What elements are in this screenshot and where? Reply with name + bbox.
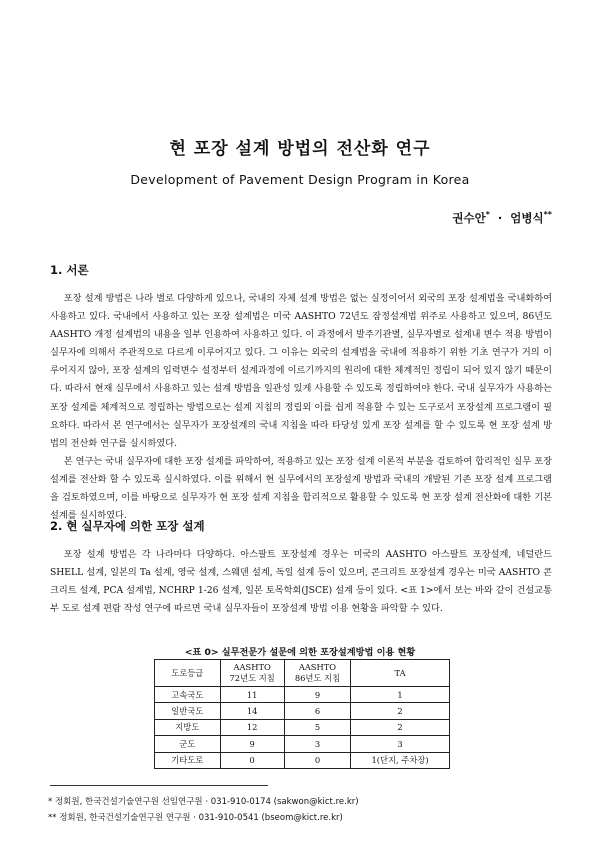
paper-title-english: Development of Pavement Design Program in Korea [130, 172, 470, 187]
col-ta: TA [351, 660, 450, 687]
footnote-1: * 정회원, 한국건설기술연구원 선임연구원 · 031-910-0174 (sakwon@kict.re.kr) [48, 797, 359, 807]
cell-ta: 1 [351, 687, 450, 703]
paper-title-korean: 현 포장 설계 방법의 전산화 연구 [169, 139, 431, 159]
section-2-heading: 2. 현 실무자에 의한 포장 설계 [50, 519, 205, 533]
col-road-grade: 도로등급 [155, 660, 221, 687]
col-aashto-86: AASHTO 86년도 지침 [284, 660, 350, 687]
cell-a86: 9 [284, 687, 350, 703]
cell-a72: 12 [220, 719, 284, 735]
cell-road: 일반국도 [155, 703, 221, 719]
section-2-body [50, 546, 552, 618]
author-1: 권수안 [452, 211, 486, 225]
cell-a86: 3 [284, 736, 350, 752]
pavement-method-table [154, 659, 450, 769]
section-1-paragraph-2: 본 연구는 국내 실무자에 대한 포장 설계를 파악하여, 적용하고 있는 포장 설계 이론적 부분을 검토하여 합리적인 실무 포장 설계를 전산화 할 수 있도록 실시하였다. 이를 위해서 현 실무에서의 포장설계 방법과 국내의 개발된 기존 포장 설계 프로그램을 검토하였으며, 이를 바탕으로 실무자가 현 포장 설계 지침을 합리적으로 활용할 수 있도록 현 포장 설계 전산화에 대한 기본 설계를 실시하였다. [50, 455, 552, 522]
cell-a86: 6 [284, 703, 350, 719]
author-2-mark: ** [543, 210, 552, 220]
table-row [155, 687, 450, 703]
cell-road: 고속국도 [155, 687, 221, 703]
section-1-body [50, 290, 552, 525]
col-aashto-72: AASHTO 72년도 지침 [220, 660, 284, 687]
cell-a86: 0 [284, 752, 350, 768]
cell-a72: 9 [220, 736, 284, 752]
section-1-paragraph-1: 포장 설계 방법은 나라 별로 다양하게 있으나, 국내의 자체 설계 방법은 없는 실정이어서 외국의 포장 설계법을 국내화하여 사용하고 있다. 국내에서 사용하고 있는 포장 설계법은 미국 AASHTO 72년도 잠정설계법 위주로 사용하고 있으며, 86년도 AASHTO 개정 설계법의 내용을 일부 인용하여 사용하고 있다. 이 과정에서 발주기관별, 실무자별로 설계내 변수 적용 방법이 실무자에 의해서 주관적으로 다르게 이루어지고 있다. 그 이유는 외국의 설계법을 국내에 적용하기 위한 기초 연구가 거의 이루어지지 않아, 포장 설계의 입력변수 설정부터 설계과정에 이르기까지의 원리에 대한 체계적인 정립이 되어 있지 않기 때문이다. 따라서 현재 실무에서 사용하고 있는 설계 방법을 일관성 있게 사용할 수 있도록 정립하여야 한다. 국내 실무자가 사용하는 포장 설계를 체계적으로 정립하는 방법으로는 설계 지침의 정립외 이를 쉽게 적용할 수 있는 도구로서 포장설계 프로그램이 필요하다. 따라서 본 연구에서는 실무자가 포장설계의 국내 지침을 따라 타당성 있게 포장 설계를 할 수 있도록 현 포장 설계 방법의 전산화 연구를 실시하였다. [50, 293, 552, 449]
table-row [155, 719, 450, 735]
table-row [155, 752, 450, 768]
table-header-row [155, 660, 450, 687]
section-1-heading: 1. 서론 [50, 263, 89, 277]
table-caption: <표 0> 실무전문가 설문에 의한 포장설계방법 이용 현황 [184, 647, 416, 658]
cell-a72: 0 [220, 752, 284, 768]
author-2: 엄병식 [510, 211, 544, 225]
cell-ta: 3 [351, 736, 450, 752]
cell-ta: 2 [351, 703, 450, 719]
cell-a72: 11 [220, 687, 284, 703]
footnote-2: ** 정회원, 한국건설기술연구원 연구원 · 031-910-0541 (bseom@kict.re.kr) [48, 813, 343, 823]
author-1-mark: * [485, 210, 490, 220]
cell-ta: 1(단지, 주차장) [351, 752, 450, 768]
author-line [452, 210, 552, 226]
cell-a86: 5 [284, 719, 350, 735]
cell-road: 군도 [155, 736, 221, 752]
footnote-divider [50, 785, 268, 786]
table-row [155, 736, 450, 752]
table-row [155, 703, 450, 719]
cell-road: 지방도 [155, 719, 221, 735]
author-separator: · [497, 211, 503, 225]
cell-road: 기타도로 [155, 752, 221, 768]
section-2-paragraph-1: 포장 설계 방법은 각 나라마다 다양하다. 아스팔트 포장설계 경우는 미국의 AASHTO 아스팔트 포장설계, 네덜란드 SHELL 설계, 일본의 Ta 설계, 영국 설계, 스웨덴 설계, 독일 설계 등이 있으며, 콘크리트 포장설계 경우는 미국 AASHTO 콘크리트 설계, PCA 설계법, NCHRP 1-26 설계, 일본 토목학회(JSCE) 설계 등이 있다. <표 1>에서 보는 바와 같이 건설교통부 도로 설계 편람 작성 연구에 따르면 국내 실무자들이 포장설계 방법 이용 현황을 파악할 수 있다. [50, 549, 552, 615]
cell-ta: 2 [351, 719, 450, 735]
cell-a72: 14 [220, 703, 284, 719]
